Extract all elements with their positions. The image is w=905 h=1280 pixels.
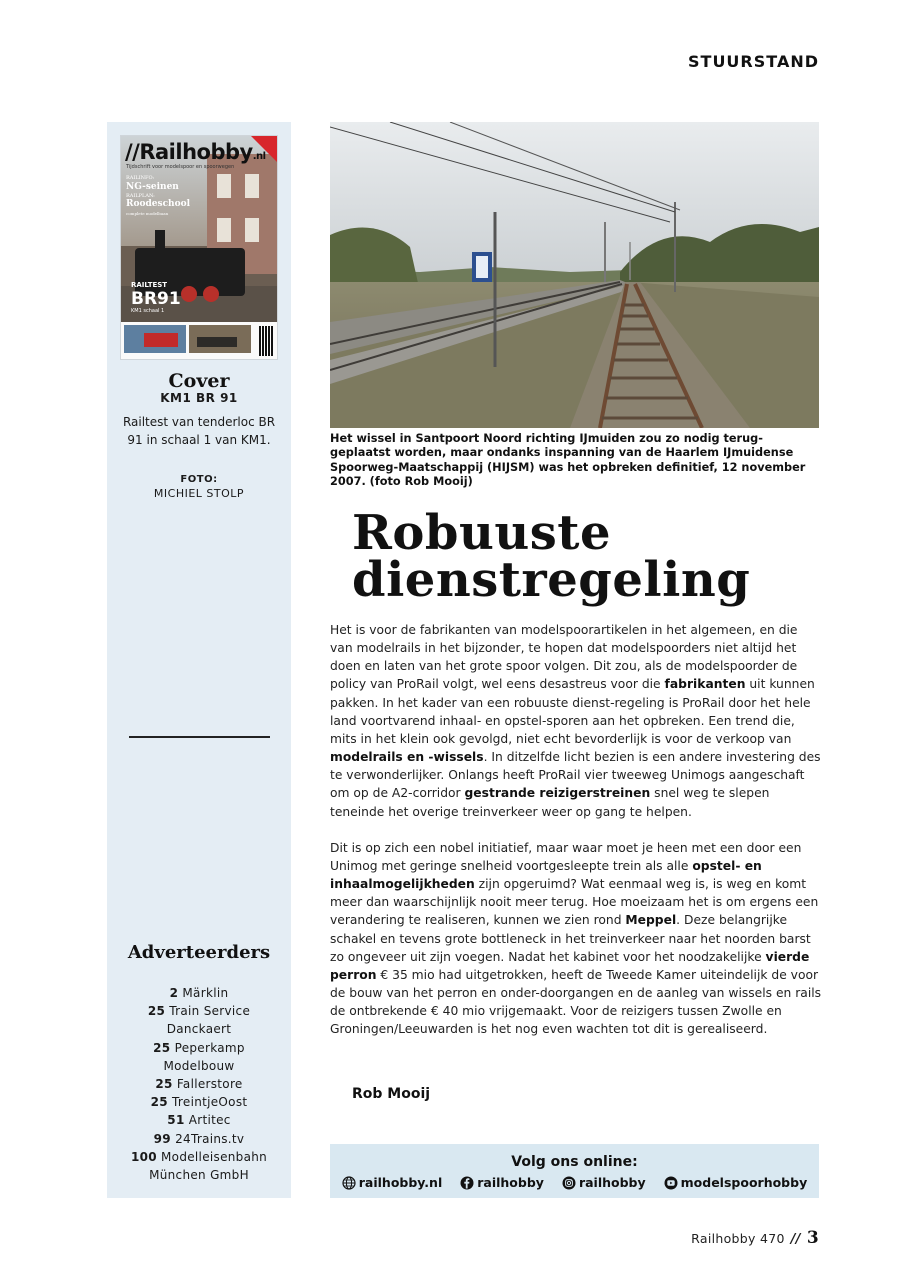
emphasized-text: Meppel <box>625 913 677 928</box>
article-body <box>330 621 822 1056</box>
railway-photo-illustration <box>330 122 819 428</box>
sidebar-divider <box>129 736 270 738</box>
youtube-icon <box>664 1176 678 1190</box>
advertiser-name: Modelleisenbahn München GmbH <box>149 1149 268 1183</box>
cover-strip-photo-1 <box>124 325 186 353</box>
cover-logo: //Railhobby.nl <box>125 140 266 164</box>
article-author: Rob Mooij <box>352 1086 431 1102</box>
body-text: snel weg te slepen teneinde het overige treinverkeer weer op gang te helpen. <box>330 786 770 819</box>
article-photo <box>330 122 819 428</box>
follow-us-title: Volg ons online: <box>511 1154 638 1170</box>
body-text: . Deze belangrijke schakel en tevens grote bottleneck in het treinverkeer naar het noorden barst zo ongeveer uit zijn voegen. Nadat het kabinet voor het noodzakelijke <box>330 913 811 964</box>
headline-line-2: dienstregeling <box>352 552 751 608</box>
instagram-icon <box>562 1176 576 1190</box>
body-text: . In ditzelfde licht bezien is een andere investering des te verwonderlijker. Onlangs heeft ProRail vier tweeweg Unimogs aangeschaft om op de A2-corridor <box>330 750 821 801</box>
advertiser-page: 25 <box>153 1040 171 1055</box>
advertisers-title: Adverteerders <box>127 942 271 963</box>
article-headline <box>352 505 822 608</box>
page-number: 3 <box>806 1228 819 1248</box>
instagram-link[interactable] <box>562 1175 646 1190</box>
follow-us-box <box>330 1144 819 1198</box>
article-paragraph-2 <box>330 839 822 1039</box>
social-links <box>330 1175 819 1190</box>
advertiser-page: 25 <box>147 1004 166 1019</box>
advertiser-page: 25 <box>155 1077 173 1092</box>
cover-headline: RAILPLAN: <box>126 193 155 199</box>
cover-headline: complete modelbaan <box>126 211 169 216</box>
facebook-link-label: railhobby <box>477 1175 544 1190</box>
cover-railtest-sub: KM1 schaal 1 <box>131 308 165 314</box>
headline-line-1: Robuuste <box>352 505 611 561</box>
cover-strip-photo-2 <box>189 325 251 353</box>
youtube-link[interactable] <box>664 1175 808 1190</box>
advertiser-name: Märklin <box>182 986 229 1000</box>
sidebar <box>107 122 291 1198</box>
advertiser-name: TreintjeOost <box>172 1095 248 1110</box>
advertiser-page: 2 <box>169 986 179 1000</box>
emphasized-text: gestrande reizigerstreinen <box>464 786 651 801</box>
advertiser-name: Peperkamp Modelbouw <box>163 1040 245 1073</box>
advertiser-name: Fallerstore <box>176 1077 243 1092</box>
advertiser-item <box>107 1111 291 1129</box>
advertiser-item <box>107 1075 291 1093</box>
cover-title: Cover <box>168 370 230 392</box>
emphasized-text: opstel- en inhaalmogelijkheden <box>330 858 762 892</box>
advertiser-name: Artitec <box>188 1113 231 1128</box>
footer-magazine: Railhobby 470 <box>691 1231 785 1246</box>
advertiser-item <box>107 1093 291 1111</box>
instagram-link-label: railhobby <box>578 1175 646 1190</box>
cover-logo-suffix: .nl <box>252 151 266 162</box>
cover-subtitle: KM1 BR 91 <box>160 391 238 405</box>
advertiser-item <box>107 984 291 1002</box>
body-text: € 35 mio had uitgetrokken, heeft de Tweede Kamer uiteindelijk de voor de bouw van het perron en onder-doorgangen en de aanleg van wissels en rails de ontbrekende € 40 mio vrijgemaakt. Voor de reizigers tussen Zwolle en Groningen/Leeuwarden is het nog even wachten tot dit is gerealiseerd. <box>330 967 822 1037</box>
cover-headline: NG-seinen <box>126 182 179 192</box>
advertiser-page: 99 <box>153 1131 171 1146</box>
advertisers-list <box>107 984 291 1184</box>
advertiser-item <box>107 1130 291 1148</box>
cover-tagline: Tijdschrift voor modelspoor en spoorwegen <box>126 164 235 170</box>
photo-caption: Het wissel in Santpoort Noord richting IJmuiden zou zo nodig terug-geplaatst worden, maar ondanks inspanning van de Haarlem IJmuidense Spoorweg-Maatschappij (HIJSM) was het opbreken definitief, 12 november 2007. (foto Rob Mooij) <box>330 432 806 488</box>
facebook-link[interactable] <box>460 1175 544 1190</box>
cover-wheels <box>181 286 197 302</box>
emphasized-text: fabrikanten <box>664 677 746 692</box>
photo-credit: MICHIEL STOLP <box>153 487 245 500</box>
cover-headline: Roodeschool <box>126 199 191 209</box>
cover-headline: RAILINFO: <box>126 175 155 181</box>
advertiser-name: 24Trains.tv <box>175 1131 245 1146</box>
cover-railtest-label: RAILTEST <box>131 281 168 289</box>
cover-bottom-strip <box>121 322 277 360</box>
advertiser-page: 51 <box>167 1113 185 1128</box>
article-paragraph-1 <box>330 621 822 821</box>
advertiser-name: Train Service Danckaert <box>166 1004 251 1037</box>
website-link-label: railhobby.nl <box>358 1175 443 1190</box>
barcode-icon <box>259 326 273 356</box>
youtube-link-label: modelspoorhobby <box>680 1175 808 1190</box>
page-footer <box>691 1228 819 1248</box>
cover-description: Railtest van tenderloc BR 91 in schaal 1 van KM1. <box>122 415 276 447</box>
advertiser-page: 100 <box>130 1149 157 1164</box>
emphasized-text: vierde perron <box>330 949 810 982</box>
cover-railtest-model: BR91 <box>131 289 181 309</box>
footer-separator: // <box>790 1232 801 1247</box>
cover-thumbnail[interactable] <box>120 135 278 360</box>
section-label: STUURSTAND <box>688 52 819 71</box>
photo-label: FOTO: <box>180 474 218 485</box>
body-text: uit kunnen pakken. In het kader van een robuuste dienst-regeling is ProRail door het hele land voortvarend inhaal- en opstel-sporen aan het opbreken. Een trend die, mits in het klein ook gevolgd, niet echt bevorderlijk is voor de verkoop van <box>330 677 815 746</box>
emphasized-text: modelrails en -wissels <box>330 750 484 765</box>
body-text: zijn opgeruimd? Wat eenmaal weg is, is weg en komt meer dan waarschijnlijk nooit meer terug. Hoe moeizaam het is om ergens een verandering te realiseren, kunnen we zien rond <box>330 877 819 928</box>
cover-logo-text: Railhobby <box>139 140 253 164</box>
globe-icon <box>342 1176 356 1190</box>
advertiser-item <box>107 1002 291 1038</box>
facebook-icon <box>460 1176 474 1190</box>
body-text: Het is voor de fabrikanten van modelspoorartikelen in het algemeen, en die van modelrails in het bijzonder, te hopen dat modelspoorders niet altijd het doen en laten van het grote spoor volgen. Dit zou, als de modelspoorder de policy van ProRail volgt, wel eens desastreus voor die <box>330 623 798 692</box>
body-text: Dit is op zich een nobel initiatief, maar waar moet je heen met een door een Unimog met geringe snelheid voortgesleepte trein als alle <box>330 840 802 873</box>
advertiser-page: 25 <box>150 1095 168 1110</box>
advertiser-item <box>107 1039 291 1075</box>
advertiser-item <box>107 1148 291 1184</box>
website-link[interactable] <box>342 1175 442 1190</box>
